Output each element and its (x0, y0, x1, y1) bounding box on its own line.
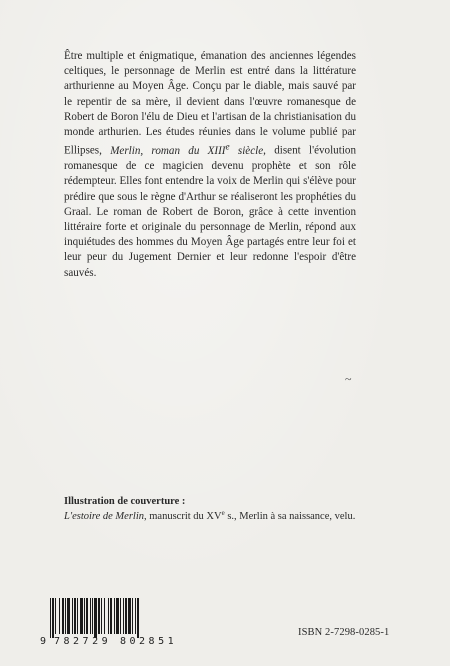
tilde-mark: ~ (345, 372, 352, 386)
blurb-text-part2: , disent l'évolution romanesque de ce magicien devenu prophète et son rôle rédempteur. Elles font entendre la voix de Merlin qui s'élève pour prédire que sous le règne d'Arthur se réaliseront les prophéties du Graal. Le roman de Robert de Boron, grâce à cette invention littéraire forte et originale du personnage de Merlin, répond aux inquiétudes des hommes du Moyen Âge partagés entre leur foi et leur peur du Jugement Dernier et leur redonne l'espoir d'être sauvés. (64, 144, 356, 279)
barcode-bar (132, 598, 133, 634)
barcode-bar (94, 598, 97, 638)
barcode-bar (50, 598, 51, 638)
barcode-group-left: 782729 (54, 636, 112, 647)
barcode-bar (114, 598, 115, 634)
barcode-bar (137, 598, 139, 638)
caption-manuscript-title: L'estoire de Merlin (64, 511, 145, 522)
barcode-bar (65, 598, 66, 634)
barcode-first-digit: 9 (40, 636, 47, 647)
barcode-bar (98, 598, 100, 634)
barcode-bar (120, 598, 121, 634)
isbn-number: ISBN 2-7298-0285-1 (298, 627, 390, 638)
barcode-bar (116, 598, 119, 634)
barcode-bar (52, 598, 54, 638)
barcode-bar (125, 598, 127, 634)
barcode-group-right: 802851 (120, 636, 178, 647)
barcode-bar (80, 598, 83, 634)
barcode (40, 598, 190, 648)
barcode-bar (67, 598, 70, 634)
barcode-bar (62, 598, 64, 634)
barcode-bar (104, 598, 105, 634)
back-cover-blurb (64, 49, 356, 281)
barcode-bar (74, 598, 76, 634)
barcode-bar (90, 598, 91, 634)
blurb-title-superscript: e (225, 142, 230, 153)
barcode-bar (84, 598, 85, 634)
cover-illustration-caption (64, 494, 394, 524)
blurb-paragraph (64, 49, 356, 281)
barcode-bar (108, 598, 109, 634)
barcode-bar (110, 598, 112, 634)
barcode-bar (101, 598, 102, 634)
barcode-digits (40, 636, 190, 648)
barcode-bar (59, 598, 60, 634)
barcode-bar (72, 598, 73, 634)
barcode-bars (40, 598, 190, 638)
barcode-bar (128, 598, 131, 634)
barcode-bar (92, 598, 93, 634)
caption-description: L'estoire de Merlin, manuscrit du XVe s., Merlin à sa naissance, velu. (64, 509, 356, 522)
barcode-bar (135, 598, 136, 634)
caption-superscript: e (221, 509, 225, 517)
barcode-bar (86, 598, 88, 634)
caption-heading: Illustration de couverture : (64, 496, 186, 507)
barcode-bar (77, 598, 78, 634)
blurb-book-title: Merlin, roman du XIIIe siècle (110, 142, 264, 157)
barcode-bar (123, 598, 124, 634)
barcode-bar (55, 598, 56, 634)
blurb-text-part1: Être multiple et énigmatique, émanation des anciennes légendes celtiques, le personnage de Merlin est entré dans la littérature arthurienne au Moyen Âge. Conçu par le diable, mais sauvé par le repentir de sa mère, il devient dans l'œuvre romanesque de Robert de Boron l'élu de Dieu et l'artisan de la christianisation du monde arthurien. Les études réunies dans le volume publié par Ellipses, (64, 50, 356, 157)
